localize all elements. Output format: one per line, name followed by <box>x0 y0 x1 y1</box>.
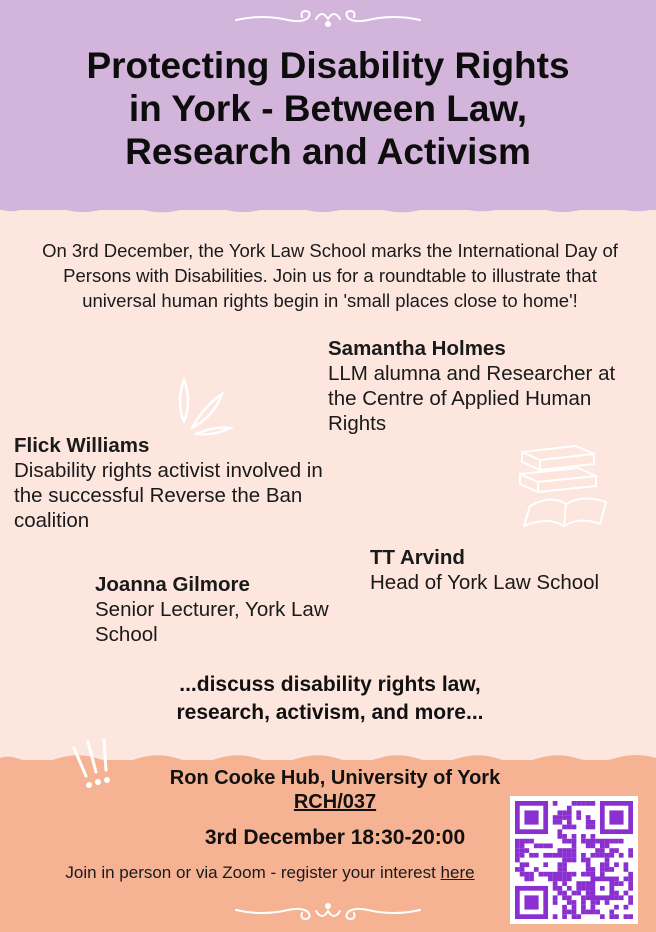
speaker-name: Joanna Gilmore <box>95 573 250 596</box>
room-number <box>100 791 570 814</box>
tagline-line: research, activism, and more... <box>176 701 484 724</box>
speaker-role: Senior Lecturer, York Law School <box>95 598 329 646</box>
speaker-role: Disability rights activist involved in the successful Reverse the Ban coalition <box>14 459 323 532</box>
stacked-books-icon <box>510 440 610 532</box>
speaker-joanna-gilmore <box>95 572 365 647</box>
speaker-name: Flick Williams <box>14 434 150 457</box>
qr-code-graphic <box>515 801 633 919</box>
speaker-name: Samantha Holmes <box>328 337 506 360</box>
qr-code-icon[interactable] <box>510 796 638 924</box>
room-link[interactable]: RCH/037 <box>293 791 377 813</box>
venue-name: Ron Cooke Hub, University of York <box>169 767 501 789</box>
speaker-tt-arvind <box>370 545 640 595</box>
speaker-name: TT Arvind <box>370 546 465 569</box>
tagline-line: ...discuss disability rights law, <box>179 673 481 696</box>
join-text: Join in person or via Zoom - register your interest <box>65 863 441 882</box>
intro-paragraph: On 3rd December, the York Law School marks the International Day of Persons with Disabilities. Join us for a roundtable to illustrate that universal human rights begin in 'small places close to home'! <box>42 240 618 311</box>
swirl-ornament-icon <box>232 898 424 924</box>
torn-edge <box>0 200 656 218</box>
title-line: Protecting Disability Rights <box>86 45 570 86</box>
title-line: in York - Between Law, <box>128 88 528 129</box>
speaker-samantha-holmes <box>328 336 628 436</box>
title-line: Research and Activism <box>125 131 531 172</box>
register-link[interactable]: here <box>440 863 475 882</box>
speaker-flick-williams <box>14 433 344 533</box>
sparkle-lines-icon <box>170 372 234 436</box>
speaker-role: LLM alumna and Researcher at the Centre of Applied Human Rights <box>328 362 616 435</box>
join-instructions <box>20 862 520 884</box>
event-datetime: 3rd December 18:30-20:00 <box>204 826 466 849</box>
tagline <box>90 671 570 727</box>
speaker-role: Head of York Law School <box>370 571 600 594</box>
page-title <box>0 44 656 173</box>
swirl-ornament-icon <box>232 6 424 32</box>
